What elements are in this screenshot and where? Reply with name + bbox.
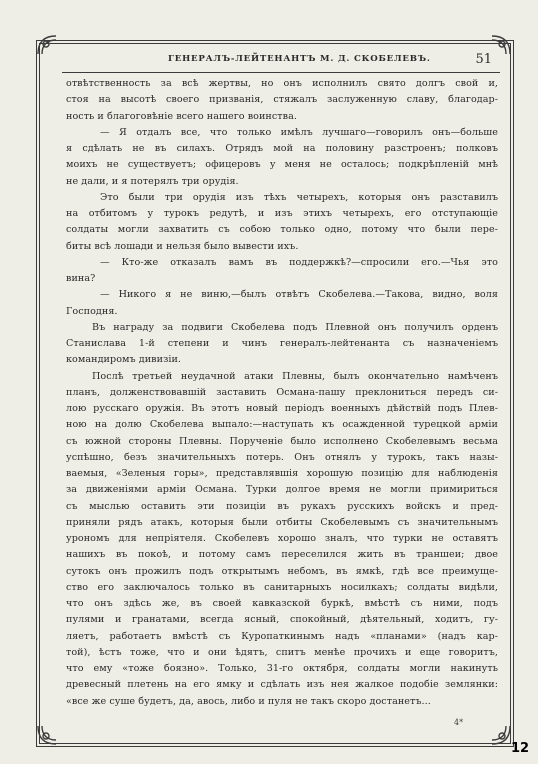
text-line: отвѣтственность за всѣ жертвы, но онъ исполнилъ свято долгъ свой и, (66, 78, 498, 89)
text-line: Это были три орудія изъ тѣхъ четырехъ, которыя онъ разставилъ (100, 191, 498, 203)
text-line: стоя на высотѣ своего призванія, стяжалъ заслуженную славу, благодар- (66, 94, 498, 106)
text-line: успѣшно, безъ значительныхъ потерь. Онъ отнялъ у турокъ, такъ назы- (66, 451, 498, 463)
text-line: лою русскаго оружія. Въ этотъ новый періодъ военныхъ дѣйствій подъ Плев- (66, 403, 498, 414)
text-line: съ южной стороны Плевны. Порученіе было исполнено Скобелевымъ весьма (66, 435, 498, 447)
corner-ornament-bottom-left (36, 724, 58, 746)
text-line: «все же суше будетъ, да, авось, либо и пуля не такъ скоро достанетъ... (66, 695, 431, 707)
text-line: не дали, и я потерялъ три орудія. (66, 175, 239, 187)
body-text (66, 76, 498, 710)
text-line: за движеніями арміи Османа. Турки долгое время не могли примириться (66, 484, 498, 496)
text-line: Въ награду за подвиги Скобелева подъ Плевной онъ получилъ орденъ (92, 321, 498, 333)
text-line: биты всѣ лошади и нельзя было вывести ихъ. (66, 240, 299, 252)
text-line: — Никого я не виню,—былъ отвѣтъ Скобелева.—Такова, видно, воля (100, 289, 498, 301)
corner-ornament-top-left (36, 34, 58, 56)
text-line: ность и благоговѣніе всего нашего воинства. (66, 110, 297, 122)
text-line: древесный плетень на его ямку и сдѣлать изъ нея жалкое подобіе землянки: (66, 679, 498, 691)
page-badge: 12 (511, 741, 530, 756)
page-number: 51 (475, 52, 492, 67)
text-line: ваемыя, «Зеленыя горы», представлявшія хорошую позицію для наблюденія (66, 468, 498, 479)
text-line: — Я отдалъ все, что только имѣлъ лучшаго—говорилъ онъ—больше (100, 126, 498, 138)
corner-ornament-bottom-right (490, 724, 512, 746)
text-line: планъ, долженствовавшій заставить Османа-пашу преклониться передъ си- (66, 386, 498, 398)
text-line: командиромъ дивизіи. (66, 354, 182, 366)
text-line: солдаты могли захватить съ собою только одно, потому что были пере- (66, 224, 498, 236)
text-line: той), ѣстъ тоже, что и они ѣдятъ, спитъ менѣе прочихъ и еще говоритъ, (66, 646, 498, 658)
text-line: — Кто-же отказалъ вамъ въ поддержкѣ?—спросили его.—Чья это (100, 256, 498, 268)
running-title: ГЕНЕРАЛЪ-ЛЕЙТЕНАНТЪ М. Д. СКОБЕЛЕВЪ. (168, 54, 431, 64)
page-header (60, 52, 500, 70)
text-line: что ему «тоже боязно». Только, 31-го октября, солдаты могли накинуть (66, 663, 498, 674)
text-line: сутокъ онъ прожилъ подъ открытымъ небомъ, въ ямкѣ, гдѣ все преимуще- (66, 565, 498, 577)
text-line: вина? (66, 273, 96, 284)
text-line: моихъ не существуетъ; офицеровъ у меня не осталось; подкрѣпленій мнѣ (66, 159, 498, 171)
text-line: ною на долю Скобелева выпало:—наступать къ осажденной турецкой арміи (66, 419, 498, 431)
signature-mark: 4* (454, 718, 464, 727)
text-line: Господня. (66, 305, 118, 317)
text-line: что онъ здѣсь же, въ своей кавказской буркѣ, вмѣстѣ съ ними, подъ (66, 598, 498, 609)
header-rule (62, 72, 500, 73)
text-line: пулями и гранатами, всегда ясный, спокойный, дѣятельный, ходитъ, гу- (66, 614, 498, 626)
text-line: съ мыслью оставить эти позиціи въ рукахъ русскихъ войскъ и пред- (66, 500, 498, 512)
text-line: приняли рядъ атакъ, которыя были отбиты Скобелевымъ съ значительнымъ (66, 516, 498, 528)
text-line: нашихъ въ покоѣ, и потому самъ переселился жить въ траншеи; двое (66, 549, 498, 561)
text-line: ство его заключалось только въ санитарныхъ носилкахъ; солдаты видѣли, (66, 581, 498, 593)
text-line: ляетъ, работаетъ вмѣстѣ съ Куропаткинымъ надъ «планами» (надъ кар- (66, 630, 498, 642)
text-line: урономъ для непріятеля. Скобелевъ хорошо зналъ, что турки не оставятъ (66, 533, 498, 544)
text-line: Станислава 1-й степени и чинъ генералъ-лейтенанта съ назначеніемъ (66, 338, 498, 349)
text-line: на отбитомъ у турокъ редутѣ, и изъ этихъ четырехъ, его отступающіе (66, 208, 498, 219)
text-line: я сдѣлать не въ силахъ. Отрядъ мой на половину разстроенъ; полковъ (66, 143, 498, 154)
text-line: Послѣ третьей неудачной атаки Плевны, былъ окончательно намѣченъ (92, 370, 498, 382)
